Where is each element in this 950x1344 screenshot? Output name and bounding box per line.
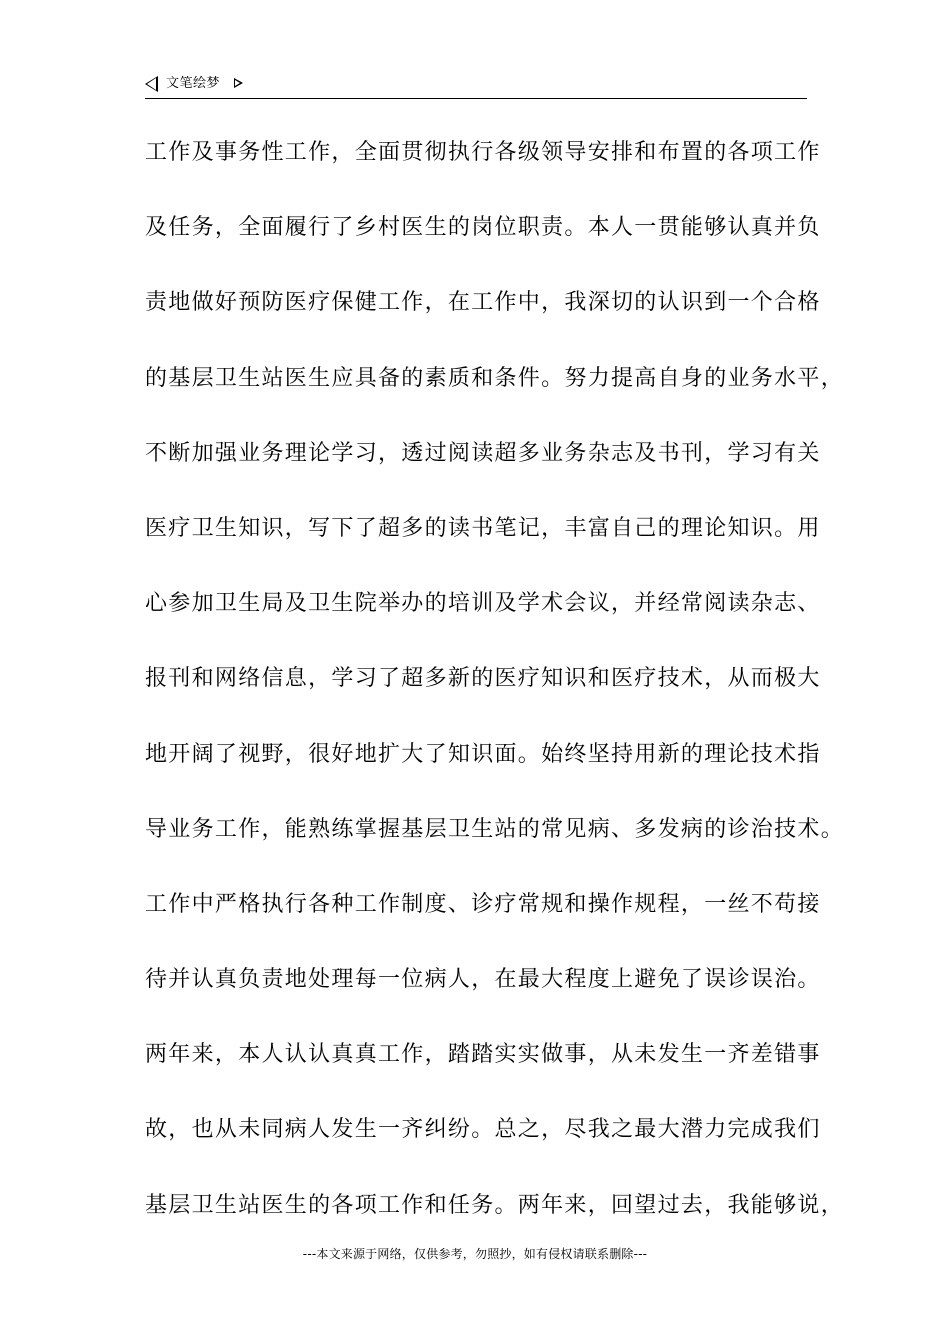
body-line: 导业务工作，能熟练掌握基层卫生站的常见病、多发病的诊治技术。 [145,816,845,842]
body-line: 故，也从未同病人发生一齐纠纷。总之，尽我之最大潜力完成我们 [145,1117,821,1143]
header-title: 文笔绘梦 [166,76,221,91]
page-footer: ---本文来源于网络，仅供参考，勿照抄，如有侵权请联系删除--- [302,1247,648,1261]
body-line: 医疗卫生知识，写下了超多的读书笔记，丰富自己的理论知识。用 [145,515,821,541]
triangle-right-outline-icon [234,78,243,88]
body-line: 基层卫生站医生的各项工作和任务。两年来，回望过去，我能够说， [145,1192,845,1218]
body-line: 工作及事务性工作，全面贯彻执行各级领导安排和布置的各项工作 [145,140,821,165]
body-text [145,132,845,1260]
body-line: 心参加卫生局及卫生院举办的培训及学术会议，并经常阅读杂志、 [145,591,821,617]
body-line: 工作中严格执行各种工作制度、诊疗常规和操作规程，一丝不苟接 [145,891,821,917]
body-line: 不断加强业务理论学习，透过阅读超多业务杂志及书刊，学习有关 [145,440,821,466]
triangle-left-outline-icon [145,76,158,92]
page-header [145,72,807,99]
body-line: 报刊和网络信息，学习了超多新的医疗知识和医疗技术，从而极大 [145,666,821,692]
body-line: 及任务，全面履行了乡村医生的岗位职责。本人一贯能够认真并负 [145,215,821,241]
body-line: 责地做好预防医疗保健工作，在工作中，我深切的认识到一个合格 [145,290,821,316]
body-line: 待并认真负责地处理每一位病人，在最大程度上避免了误诊误治。 [145,967,821,993]
body-line: 地开阔了视野，很好地扩大了知识面。始终坚持用新的理论技术指 [145,741,821,767]
body-line: 的基层卫生站医生应具备的素质和条件。努力提高自身的业务水平， [145,365,845,391]
body-line: 两年来，本人认认真真工作，踏踏实实做事，从未发生一齐差错事 [145,1042,821,1068]
